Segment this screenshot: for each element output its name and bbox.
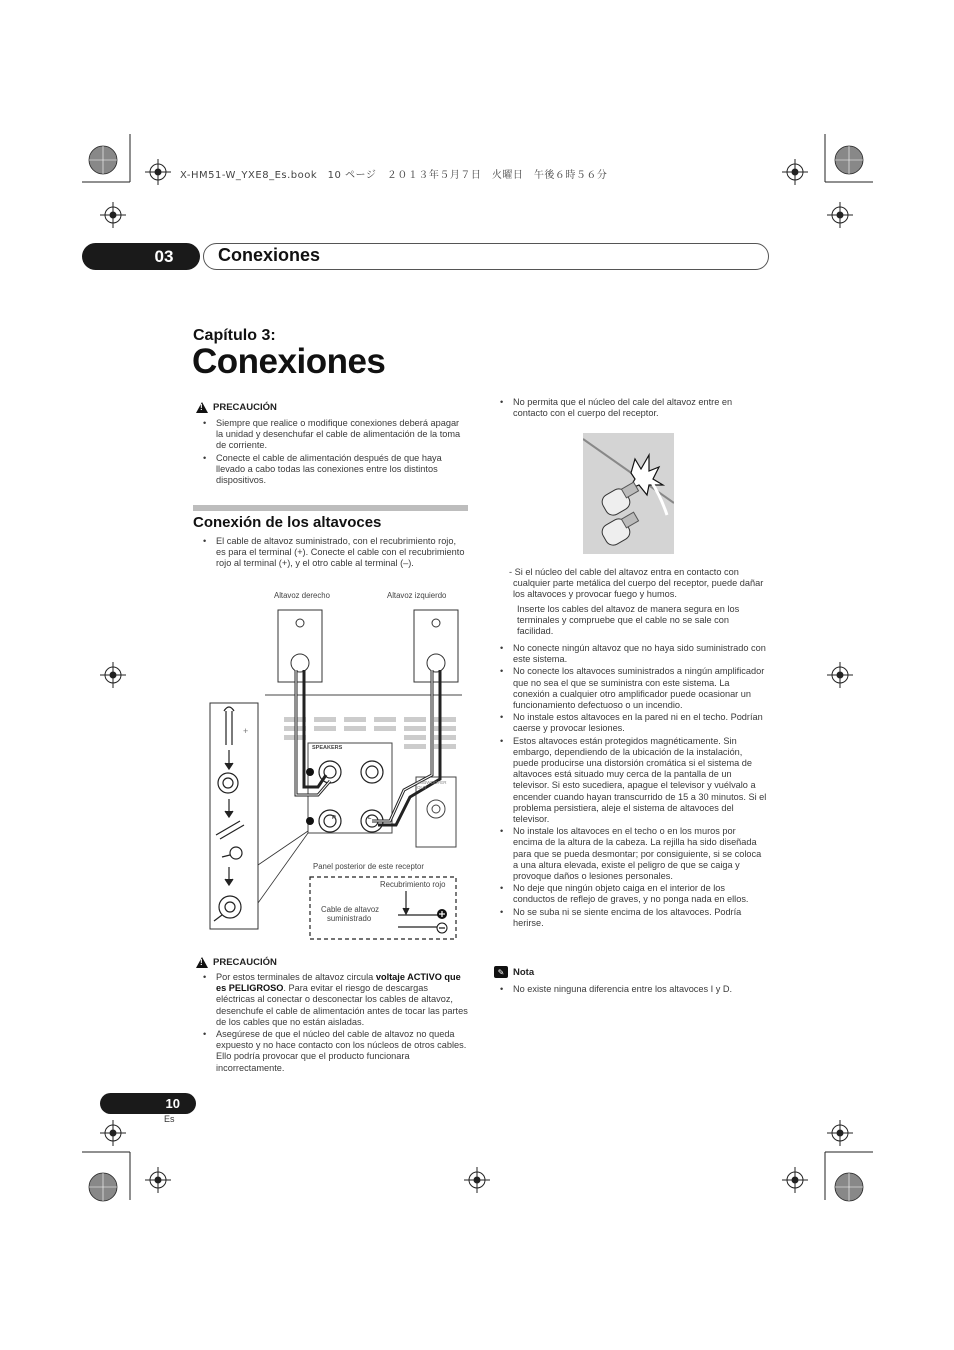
right-speaker-label: Altavoz derecho — [274, 591, 330, 600]
list-item: • No conecte ningún altavoz que no haya sido suministrado con este sistema. — [490, 643, 767, 665]
red-coating-label: Recubrimiento rojo — [380, 880, 446, 889]
list-item: • No instale los altavoces en el techo o en los muros por encima de la altura de la cabeza. La rejilla ha sido diseñada para que se pueda desmontar; por consiguiente, si se coloca a una altura elevada, existe el peligro de que se caiga y provoque daños o lesiones personales. — [490, 826, 767, 882]
list-item: • No deje que ningún objeto caiga en el interior de los conductos de reflejo de graves, y no ponga nada en ellos. — [490, 883, 767, 905]
left-speaker-label: Altavoz izquierdo — [387, 591, 447, 600]
page-language: Es — [164, 1114, 175, 1124]
crosshair-target-icon — [782, 1167, 808, 1193]
crosshair-target-icon — [145, 1167, 171, 1193]
crosshair-target-icon — [145, 159, 171, 185]
list-item: • No se suba ni se siente encima de los altavoces. Podría herirse. — [490, 907, 767, 929]
list-item: • No conecte los altavoces suministrados a ningún amplificador que no sea el que se suministra con este sistema. La conexión a cualquier otro amplificador puede ocasionar un funcionamiento defectuoso o un incendio. — [490, 666, 767, 711]
crosshair-target-icon — [100, 662, 126, 688]
crosshair-target-icon — [100, 1120, 126, 1146]
page-title: Conexiones — [192, 342, 386, 381]
crosshair-target-icon — [827, 662, 853, 688]
note-pencil-icon: ✎ — [494, 966, 508, 978]
chapter-tab-number: 03 — [82, 243, 200, 270]
caution-bottom-list — [193, 972, 468, 1075]
note-list — [490, 984, 767, 996]
list-item: • Estos altavoces están protegidos magnéticamente. Sin embargo, dependiendo de la ubicación de la instalación, puede producirse una distorsión cromática si el sistema de altavoces está situado muy cerca de la pantalla de un televisor. Si esto sucediera, apague el televisor y vuélvalo a encender cuando hayan transcurrido de 15 a 30 minutos. Si el problema persistiera, aleje el sistema de altavoces del televisor. — [490, 736, 767, 826]
warning-icon — [196, 957, 208, 968]
crosshair-target-icon — [782, 159, 808, 185]
cable-label-line-2: suministrado — [327, 914, 372, 923]
speaker-connection-diagram — [200, 585, 470, 945]
list-item: • No instale estos altavoces en la pared ni en el techo. Podrían caerse y provocar lesiones. — [490, 712, 767, 734]
list-item: • Conecte el cable de alimentación después de que haya llevado a cabo todas las conexiones entre los distintos dispositivos. — [193, 453, 468, 487]
caution-heading-top — [196, 402, 277, 413]
right-first-list — [490, 397, 765, 420]
caution-heading-label: PRECAUCIÓN — [213, 402, 277, 413]
crosshair-target-icon — [100, 202, 126, 228]
dash-note-1: - Si el núcleo del cable del altavoz entra en contacto con cualquier parte metálica del cuerpo del receptor, puede dañar los altavoces y provocar fuego y humos. — [509, 567, 764, 600]
crosshair-target-icon — [464, 1167, 490, 1193]
list-item: • Asegúrese de que el núcleo del cable de altavoz no queda expuesto y no hace contacto con los núcleos de otros cables. Ello podría provocar que el producto funcionara incorrectamente. — [193, 1029, 468, 1074]
list-item: • Por estos terminales de altavoz circula voltaje ACTIVO que es PELIGROSO. Para evitar el riesgo de descargas eléctricas al conectar o desconectar los cables de altavoz, desenchufe el cable de alimentación antes de tocar las partes de los cables que no están aisladas. — [193, 972, 468, 1028]
warning-icon — [196, 402, 208, 413]
step-sequence-panel — [210, 703, 258, 929]
right-main-list — [490, 643, 767, 930]
crosshair-target-icon — [827, 202, 853, 228]
caution-heading-bottom — [196, 957, 277, 968]
list-item: • No existe ninguna diferencia entre los altavoces I y D. — [490, 984, 767, 995]
section-title: Conexión de los altavoces — [193, 514, 382, 531]
cable-label-line-1: Cable de altavoz — [321, 905, 380, 914]
chapter-label: Capítulo 3: — [193, 327, 276, 344]
list-item: • Siempre que realice o modifique conexiones deberá apagar la unidad y desenchufar el cable de alimentación de la toma de corriente. — [193, 418, 468, 452]
spark-hazard-illustration — [583, 433, 674, 554]
page-number: 10 — [100, 1093, 196, 1114]
plus-label: + — [243, 726, 249, 736]
dash-note-2: Inserte los cables del altavoz de manera segura en los terminales y compruebe que el cable no se sale con facilidad. — [517, 604, 740, 637]
speakers-label: SPEAKERS — [312, 745, 343, 751]
list-item: • No permita que el núcleo del cale del altavoz entre en contacto con el cuerpo del receptor. — [490, 397, 765, 419]
note-heading-label: Nota — [513, 966, 535, 978]
section-divider — [193, 505, 468, 511]
note-heading — [494, 966, 534, 978]
caution-heading-label: PRECAUCIÓN — [213, 957, 277, 968]
rear-panel-label: Panel posterior de este receptor — [313, 862, 424, 871]
chapter-tab-title: Conexiones — [218, 245, 321, 265]
subwoofer-label: SUBWOOFER OUT — [417, 780, 447, 790]
l-channel-label: L — [368, 815, 372, 821]
caution-top-list — [193, 418, 468, 487]
r-channel-label: R — [332, 815, 336, 821]
danger-voltage-text: voltaje ACTIVO que es PELIGROSO — [216, 972, 461, 994]
list-item: • El cable de altavoz suministrado, con el recubrimiento rojo, es para el terminal (+). Conecte el cable con el recubrimiento rojo al terminal (+), y el otro cable al terminal (–). — [193, 536, 468, 570]
crosshair-target-icon — [827, 1120, 853, 1146]
print-header: X-HM51-W_YXE8_Es.book 10 ページ ２０１３年５月７日 火曜日 午後６時５６分 — [180, 170, 608, 181]
section-intro-list — [193, 536, 468, 571]
